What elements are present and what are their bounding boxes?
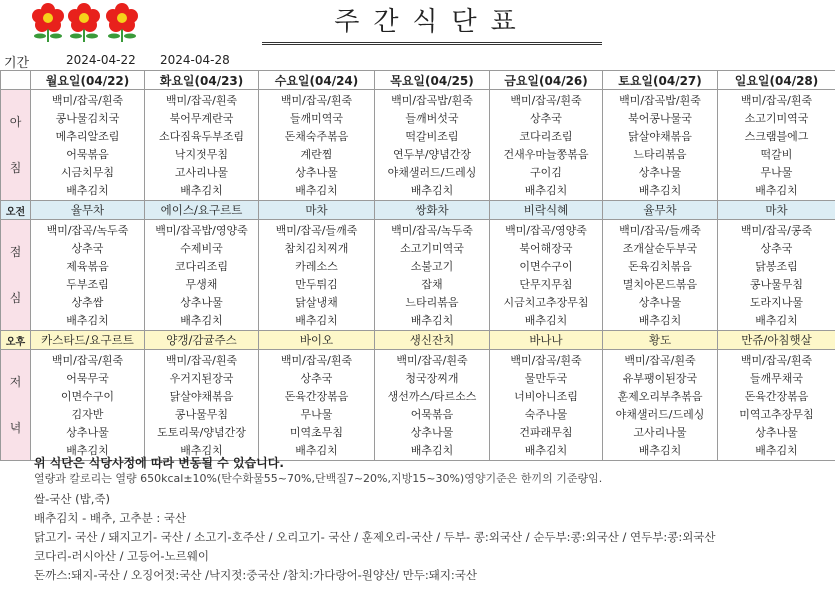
day-header-mon: 월요일(04/22) [31,71,145,90]
menu-item: 우거지된장국 [169,372,234,385]
breakfast-cell [490,90,603,201]
menu-item: 배추김치 [410,314,454,327]
origin-line: 배추김치 - 배추, 고추분 : 국산 [34,511,187,525]
snack_pm-row [1,331,835,350]
menu-item: 백미/잡곡/흰죽 [280,354,353,367]
breakfast-cell [31,90,145,201]
breakfast-label [1,90,31,201]
period-end-date: 2024-04-28 [160,53,230,67]
menu-item: 상추나물 [638,166,682,179]
lunch-cell [31,220,145,331]
dinner-label-char: 녁 [9,421,22,435]
snack_pm-cell: 바나나 [490,331,603,350]
menu-item: 콩나물김치국 [55,112,120,125]
dinner-label [1,350,31,461]
menu-item: 느타리볶음 [633,148,687,161]
menu-item: 고사리나물 [174,166,229,179]
menu-item: 닭봉조림 [755,260,798,273]
snack_am-cell: 율무차 [603,201,718,220]
menu-item: 백미/잡곡/흰죽 [396,354,468,367]
menu-item: 상추쌈 [71,296,104,309]
menu-item: 배추김치 [66,314,109,327]
menu-item: 배추김치 [295,184,338,197]
menu-item: 미역고추장무침 [739,408,814,421]
menu-item: 배추김치 [638,314,682,327]
menu-item: 미역초무침 [289,426,344,439]
dinner-cell [603,350,718,461]
dinner-cell [259,350,375,461]
menu-item: 낙지젓무침 [174,148,229,161]
menu-item: 백미/잡곡밥/흰죽 [391,94,473,107]
menu-item: 이면수구이 [519,260,573,273]
breakfast-cell [718,90,835,201]
menu-item: 생선까스/타르소스 [387,390,477,403]
menu-item: 배추김치 [180,314,223,327]
snack_am-cell: 마차 [259,201,375,220]
change-notice: 위 식단은 식당사정에 따라 변동될 수 있습니다. [34,456,284,470]
period-start-date: 2024-04-22 [66,53,136,67]
menu-item: 상추나물 [755,426,798,439]
breakfast-cell [375,90,490,201]
menu-item: 배추김치 [755,314,798,327]
snack_am-cell: 쌍화차 [375,201,490,220]
menu-item: 코다리조림 [519,130,573,143]
lunch-cell [603,220,718,331]
menu-item: 어묵볶음 [66,148,109,161]
menu-item: 배추김치 [180,184,223,197]
menu-item: 잡채 [421,278,443,291]
origin-line: 돈까스:돼지-국산 / 오징어젓:국산 /낙지젓:중국산 /참치:가다랑어-원양산/ 만두:돼지:국산 [34,568,478,582]
menu-item: 상추국 [71,242,104,255]
menu-item: 상추나물 [410,426,454,439]
menu-item: 배추김치 [524,184,568,197]
lunch-cell [145,220,259,331]
lunch-cell [375,220,490,331]
menu-item: 백미/잡곡/흰죽 [280,94,353,107]
menu-item: 백미/잡곡밥/영양죽 [155,224,248,237]
snack_pm-cell: 양갱/감귤주스 [145,331,259,350]
menu-item: 김자반 [71,408,104,421]
origin-line: 닭고기- 국산 / 돼지고기- 국산 / 소고기-호주산 / 오리고기- 국산 / 훈제오리-국산 / 두부- 콩:외국산 / 순두부:콩:외국산 / 연두부:콩:외국산 [34,530,716,544]
menu-item: 훈제오리부추볶음 [617,390,703,403]
menu-item: 떡갈비조림 [405,130,459,143]
snack_am-cell: 에이스/요구르트 [145,201,259,220]
day-header-sat: 토요일(04/27) [603,71,718,90]
menu-item: 도토리묵/양념간장 [157,426,246,439]
day-header-tue: 화요일(04/23) [145,71,259,90]
menu-item: 돈채숙주볶음 [284,130,349,143]
menu-item: 들깨버섯국 [405,112,459,125]
menu-item: 배추김치 [410,184,454,197]
menu-item: 이면수구이 [60,390,115,403]
menu-item: 야채샐러드/드레싱 [615,408,705,421]
menu-item: 북어무계란국 [169,112,234,125]
menu-item: 백미/잡곡/녹두죽 [46,224,129,237]
menu-item: 상추나물 [180,296,223,309]
menu-item: 상추국 [300,372,333,385]
menu-item: 스크램블에그 [744,130,809,143]
menu-item: 들깨미역국 [289,112,344,125]
weekly-menu-table [0,70,835,461]
lunch-label [1,220,31,331]
lunch-cell [718,220,835,331]
snack_am-cell: 마차 [718,201,835,220]
menu-item: 백미/잡곡/녹두죽 [391,224,473,237]
menu-item: 고사리나물 [633,426,687,439]
menu-item: 카레소스 [295,260,338,273]
menu-item: 청국장찌개 [405,372,459,385]
menu-item: 백미/잡곡/흰죽 [51,354,124,367]
lunch-cell [490,220,603,331]
menu-item: 떡갈비 [760,148,793,161]
menu-item: 물만두국 [524,372,568,385]
breakfast-label-char: 아 [9,115,22,129]
menu-item: 소고기미역국 [744,112,809,125]
lunch-cell [259,220,375,331]
snack_pm-label: 오후 [1,331,31,350]
dinner-cell [145,350,259,461]
breakfast-label-char: 침 [9,161,22,175]
menu-item: 백미/잡곡/흰죽 [624,354,696,367]
menu-item: 백미/잡곡/흰죽 [510,354,582,367]
menu-item: 배추김치 [524,444,568,457]
snack_am-cell: 비락식혜 [490,201,603,220]
origin-info [34,490,834,585]
dinner-cell [375,350,490,461]
breakfast-cell [603,90,718,201]
period-label: 기간 [4,56,30,71]
origin-line: 쌀-국산 (밥,죽) [34,492,110,506]
menu-item: 닭살냉채 [295,296,338,309]
day-header-wed: 수요일(04/24) [259,71,375,90]
menu-item: 배추김치 [638,444,682,457]
menu-item: 배추김치 [295,444,338,457]
menu-item: 도라지나물 [749,296,804,309]
menu-item: 배추김치 [295,314,338,327]
menu-item: 상추나물 [638,296,682,309]
day-header-sun: 일요일(04/28) [718,71,835,90]
menu-item: 백미/잡곡/들깨죽 [619,224,701,237]
menu-item: 무나물 [760,166,793,179]
notes [34,456,602,486]
menu-item: 상추국 [530,112,562,125]
menu-item: 배추김치 [755,184,798,197]
menu-item: 상추국 [760,242,793,255]
menu-item: 배추김치 [66,444,109,457]
menu-item: 백미/잡곡/흰죽 [740,354,813,367]
snack_pm-cell: 만쥬/아침햇살 [718,331,835,350]
menu-item: 시금치고추장무침 [503,296,589,309]
menu-item: 연두부/양념간장 [392,148,472,161]
breakfast-cell [145,90,259,201]
dinner-cell [31,350,145,461]
lunch-label-char: 점 [9,245,22,259]
nutrition-note: 열량과 칼로리는 열량 650kcal±10%(탄수화물55~70%,단백질7~20%,지방15~30%)영양기준은 한끼의 기준량임. [34,472,603,485]
dinner-label-char: 저 [9,375,22,389]
menu-item: 소고기미역국 [400,242,464,255]
menu-item: 너비아니조림 [514,390,578,403]
menu-item: 북어해장국 [519,242,573,255]
menu-item: 상추나물 [66,426,109,439]
menu-item: 백미/잡곡/흰죽 [51,94,124,107]
flower-left [32,3,64,42]
day-header-thu: 목요일(04/25) [375,71,490,90]
menu-item: 건새우마늘쫑볶음 [503,148,589,161]
menu-item: 백미/잡곡/흰죽 [740,94,813,107]
snack_pm-cell: 카스타드/요구르트 [31,331,145,350]
origin-line: 코다리-러시아산 / 고등어-노르웨이 [34,549,210,563]
menu-item: 숙주나물 [524,408,568,421]
day-header-fri: 금요일(04/26) [490,71,603,90]
menu-item: 배추김치 [180,444,223,457]
snack_am-cell: 율무차 [31,201,145,220]
menu-item: 돈육김치볶음 [628,260,692,273]
day-header-row [1,71,835,90]
menu-item: 무생채 [185,278,218,291]
menu-item: 콩나물무침 [174,408,229,421]
menu-item: 북어콩나물국 [628,112,692,125]
menu-item: 구이김 [530,166,562,179]
menu-item: 건파래무침 [519,426,573,439]
snack_pm-cell: 황도 [603,331,718,350]
dinner-cell [490,350,603,461]
menu-item: 배추김치 [66,184,109,197]
menu-item: 콩나물무침 [749,278,804,291]
snack_am-label: 오전 [1,201,31,220]
menu-item: 시금치무침 [60,166,115,179]
menu-item: 만두튀김 [295,278,338,291]
lunch-row [1,220,835,331]
flower-decoration-icon [30,2,160,42]
menu-item: 백미/잡곡/흰죽 [510,94,582,107]
menu-item: 백미/잡곡/영양죽 [505,224,587,237]
snack_pm-cell: 생신잔치 [375,331,490,350]
menu-item: 들깨무채국 [749,372,804,385]
menu-item: 돈육간장볶음 [744,390,809,403]
menu-item: 상추나물 [295,166,338,179]
lunch-label-char: 심 [9,291,22,305]
snack_am-row [1,201,835,220]
menu-item: 수제비국 [180,242,223,255]
menu-item: 백미/잡곡밥/흰죽 [619,94,701,107]
menu-item: 닭살야채볶음 [169,390,234,403]
menu-item: 배추김치 [410,444,454,457]
menu-item: 백미/잡곡/콩죽 [740,224,813,237]
dinner-row [1,350,835,461]
breakfast-row [1,90,835,201]
menu-item: 배추김치 [638,184,682,197]
menu-item: 유부팽이된장국 [622,372,698,385]
menu-item: 어묵무국 [66,372,109,385]
corner-cell [1,71,31,90]
menu-item: 코다리조림 [174,260,229,273]
menu-item: 닭살야채볶음 [628,130,692,143]
menu-item: 참치김치찌개 [284,242,349,255]
menu-item: 멸치아몬드볶음 [622,278,698,291]
menu-item: 메추리알조림 [55,130,120,143]
menu-item: 계란찜 [300,148,333,161]
dinner-cell [718,350,835,461]
menu-item: 백미/잡곡/들깨죽 [275,224,358,237]
menu-item: 조개살순두부국 [622,242,698,255]
menu-item: 무나물 [300,408,333,421]
breakfast-cell [259,90,375,201]
menu-item: 야채샐러드/드레싱 [387,166,477,179]
menu-item: 배추김치 [755,444,798,457]
menu-item: 소다짐육두부조림 [158,130,244,143]
snack_pm-cell: 바이오 [259,331,375,350]
menu-item: 백미/잡곡/흰죽 [165,354,238,367]
menu-item: 배추김치 [524,314,568,327]
menu-item: 두부조림 [66,278,109,291]
menu-item: 어묵볶음 [410,408,454,421]
menu-item: 제육볶음 [66,260,109,273]
menu-item: 돈육간장볶음 [284,390,349,403]
menu-item: 느타리볶음 [405,296,459,309]
menu-item: 소불고기 [410,260,454,273]
page-title: 주간식단표 [262,2,602,45]
menu-item: 백미/잡곡/흰죽 [165,94,238,107]
menu-item: 단무지무침 [519,278,573,291]
